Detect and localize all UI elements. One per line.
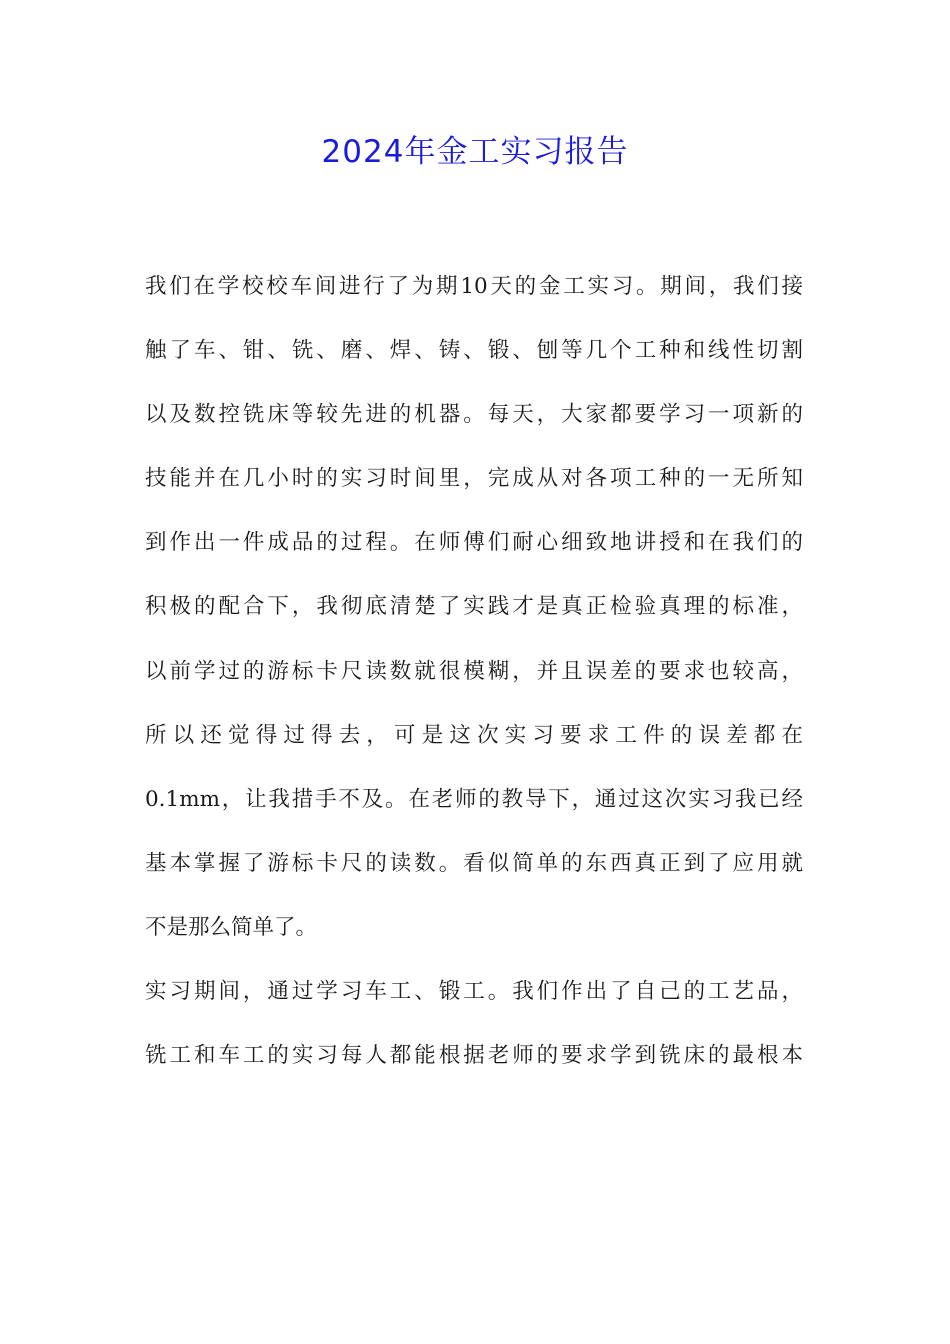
- body-line: 我们在学校校车间进行了为期10天的金工实习。期间，我们接: [145, 274, 803, 299]
- body-line: 实习期间，通过学习车工、锻工。我们作出了自己的工艺品，: [145, 979, 803, 1005]
- body-line: 到作出一件成品的过程。在师傅们耐心细致地讲授和在我们的: [145, 530, 803, 556]
- body-line: 以前学过的游标卡尺读数就很模糊，并且误差的要求也较高，: [145, 658, 803, 684]
- body-line: 技能并在几小时的实习时间里，完成从对各项工种的一无所知: [145, 466, 803, 492]
- body-line: 基本掌握了游标卡尺的读数。看似简单的东西真正到了应用就: [145, 850, 803, 876]
- body-line: 触了车、钳、铣、磨、焊、铸、锻、刨等几个工种和线性切割: [145, 338, 803, 364]
- body-line: 0.1mm，让我措手不及。在老师的教导下，通过这次实习我已经: [145, 786, 803, 812]
- document-title: 2024年金工实习报告: [321, 134, 629, 170]
- body-line: 以及数控铣床等较先进的机器。每天，大家都要学习一项新的: [145, 402, 803, 428]
- document-body: [145, 260, 825, 1093]
- body-line: 不是那么简单了。: [145, 914, 318, 940]
- body-line: 所以还觉得过得去，可是这次实习要求工件的误差都在: [145, 722, 803, 748]
- body-line: 铣工和车工的实习每人都能根据老师的要求学到铣床的最根本: [145, 1043, 803, 1069]
- body-line: 积极的配合下，我彻底清楚了实践才是真正检验真理的标准，: [145, 594, 803, 620]
